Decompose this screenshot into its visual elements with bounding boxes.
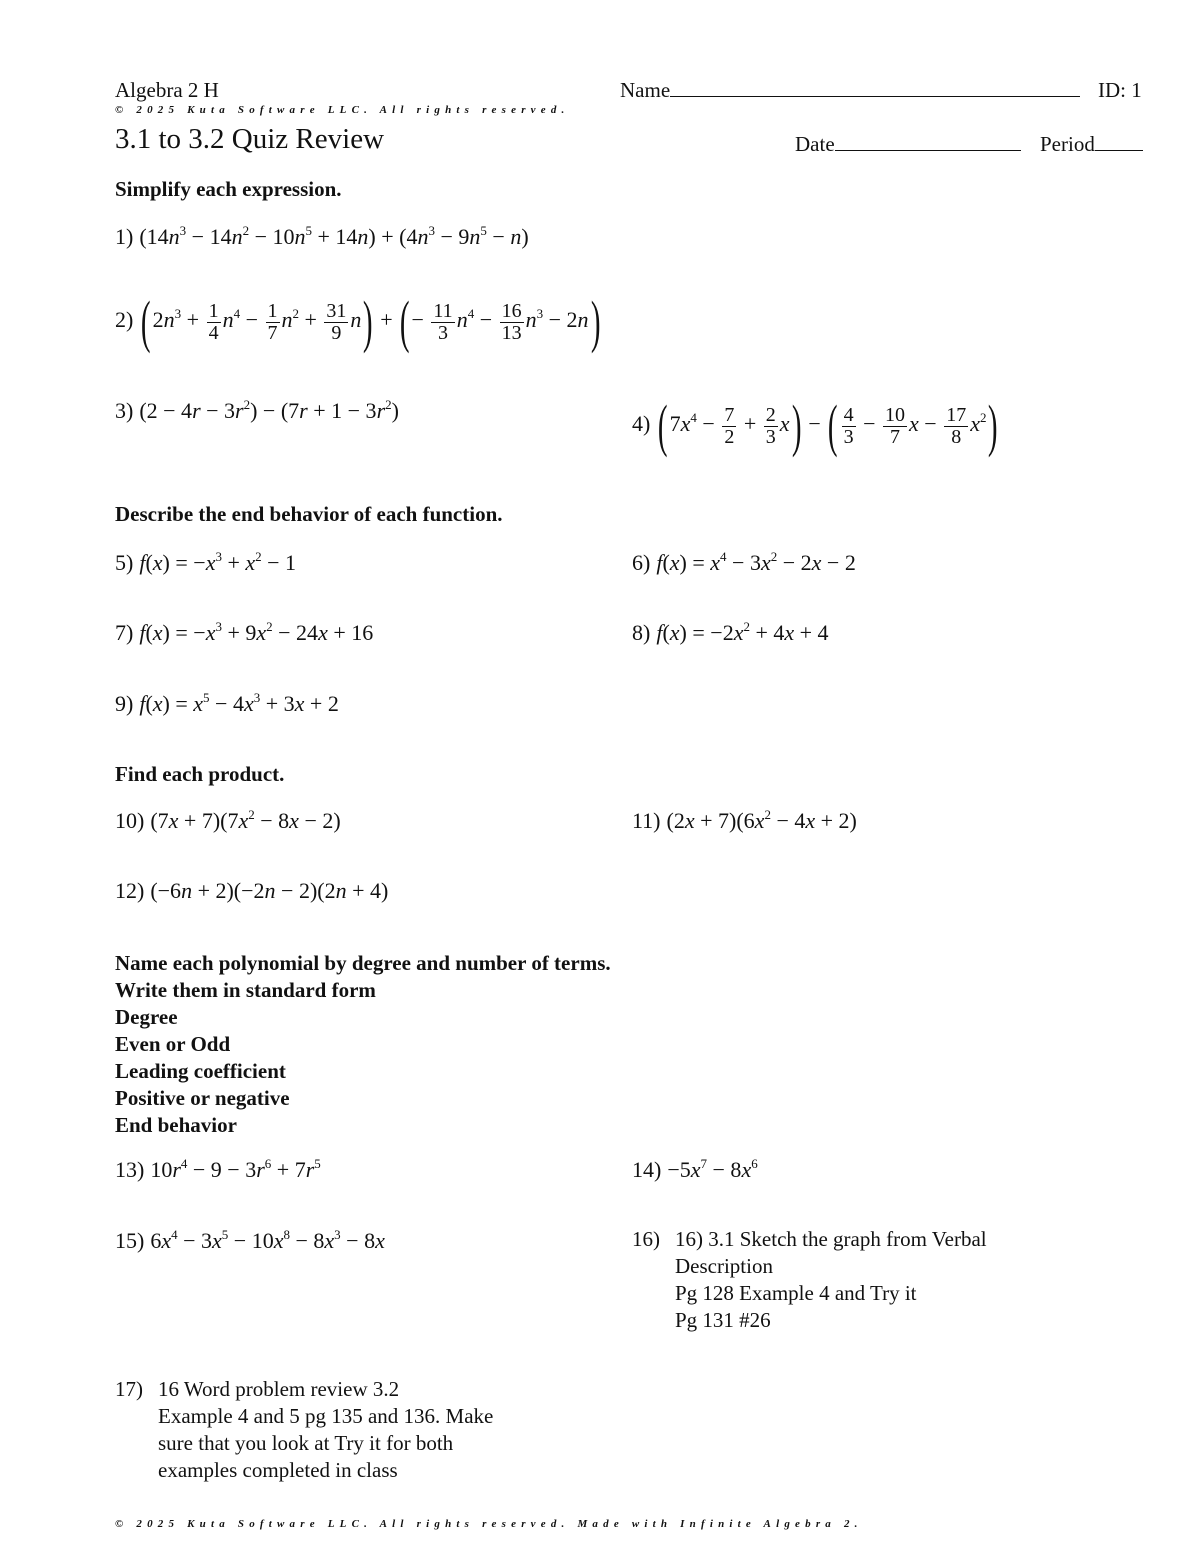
date-field[interactable] bbox=[795, 132, 1021, 157]
problem-15: 15) $6x^4 - 3x^5 - 10x^8 - 8x^3 - 8x$ bbox=[115, 1227, 385, 1253]
footer-copyright: © 2025 Kuta Software LLC. All rights reserved. Made with Infinite Algebra 2. bbox=[115, 1518, 863, 1530]
id-label: ID: 1 bbox=[1098, 78, 1142, 102]
problem-16-line: 16) 3.1 Sketch the graph from Verbal bbox=[675, 1227, 987, 1251]
problem-4: 4) ($7x^4$ − $\frac{7}{2}$ + $\frac{2}{3}$ x) − ( $\frac{4}{3}$ − $\frac{10}{7}$ x − $\frac{17}{8}$ $x^2$) bbox=[632, 393, 998, 458]
problem-8: 8) $f(x) = -2x^2 + 4x + 4$ bbox=[632, 619, 829, 645]
instruction-line: Even or Odd bbox=[115, 1032, 231, 1056]
problem-10: 10) $(7x + 7)(7x^2 - 8x - 2)$ bbox=[115, 807, 341, 833]
section-name-polynomial bbox=[115, 950, 611, 1139]
problem-number: 2) bbox=[115, 307, 134, 333]
problem-number: 17) bbox=[115, 1377, 143, 1401]
problem-17-line: 16 Word problem review 3.2 bbox=[158, 1377, 400, 1401]
problem-17 bbox=[115, 1376, 615, 1484]
problem-number: 10) bbox=[115, 808, 145, 833]
name-label: Name bbox=[620, 78, 671, 102]
date-label: Date bbox=[795, 132, 835, 156]
problem-number: 12) bbox=[115, 878, 145, 903]
instruction-line: Positive or negative bbox=[115, 1086, 290, 1110]
problem-14: $14) -5x^7 - 8x^6$ bbox=[632, 1156, 758, 1182]
problem-number: 1) bbox=[115, 224, 134, 249]
instruction-line: Write them in standard form bbox=[115, 978, 376, 1002]
period-blank bbox=[1095, 150, 1143, 151]
problem-17-line: examples completed in class bbox=[158, 1458, 398, 1482]
problem-12: 12) (−6n + 2)(−2n − 2)(2n + 4) bbox=[115, 878, 389, 903]
problem-1: 1) $(14n^3 - 14n^2 - 10n^5 + 14n) + (4n^3 - 9n^5 - n)$ bbox=[115, 223, 529, 249]
problem-16 bbox=[632, 1226, 1152, 1334]
date-blank bbox=[835, 150, 1021, 151]
problem-6: 6) $f(x) = x^4 - 3x^2 - 2x - 2$ bbox=[632, 549, 856, 575]
period-label: Period bbox=[1040, 132, 1095, 156]
problem-number: 6) bbox=[632, 550, 651, 575]
problem-11: 11) $(2x + 7)(6x^2 - 4x + 2)$ bbox=[632, 807, 857, 833]
section-product: Find each product. bbox=[115, 762, 285, 786]
problem-number: 15) bbox=[115, 1228, 145, 1253]
problem-17-line: sure that you look at Try it for both bbox=[158, 1431, 454, 1455]
section-simplify: Simplify each expression. bbox=[115, 177, 342, 201]
problem-7: 7) $f(x) = -x^3 + 9x^2 - 24x + 16$ bbox=[115, 619, 374, 645]
section-end-behavior: Describe the end behavior of each function. bbox=[115, 502, 503, 526]
name-blank bbox=[670, 96, 1080, 97]
problem-number: 8) bbox=[632, 620, 651, 645]
instruction-line: Degree bbox=[115, 1005, 178, 1029]
problem-17-line: Example 4 and 5 pg 135 and 136. Make bbox=[158, 1404, 494, 1428]
course-name: Algebra 2 H bbox=[115, 78, 219, 102]
problem-16-line: Pg 131 #26 bbox=[675, 1308, 771, 1332]
problem-3: 3) $(2 - 4r - 3r^2) - (7r + 1 - 3r^2)$ bbox=[115, 397, 399, 423]
problem-number: 16) bbox=[632, 1227, 660, 1251]
page-title: 3.1 to 3.2 Quiz Review bbox=[115, 123, 385, 155]
name-field[interactable] bbox=[620, 78, 1080, 103]
instruction-line: Name each polynomial by degree and number of terms. bbox=[115, 951, 611, 975]
period-field[interactable] bbox=[1040, 132, 1143, 157]
copyright-top: © 2025 Kuta Software LLC. All rights reserved. bbox=[115, 104, 570, 116]
problem-5: 5) $f(x) = -x^3 + x^2 - 1$ bbox=[115, 549, 297, 575]
problem-9: 9) $f(x) = x^5 - 4x^3 + 3x + 2$ bbox=[115, 690, 339, 716]
problem-16-line: Pg 128 Example 4 and Try it bbox=[675, 1281, 917, 1305]
problem-number: 13) bbox=[115, 1157, 145, 1182]
problem-number: 4) bbox=[632, 411, 651, 437]
problem-number: 3) bbox=[115, 398, 134, 423]
problem-number: 9) bbox=[115, 691, 134, 716]
instruction-line: End behavior bbox=[115, 1113, 237, 1137]
instruction-line: Leading coefficient bbox=[115, 1059, 286, 1083]
problem-number: 5) bbox=[115, 550, 134, 575]
problem-16-line: Description bbox=[675, 1254, 773, 1278]
problem-13: 13) $10r^4 - 9 - 3r^6 + 7r^5$ bbox=[115, 1156, 321, 1182]
problem-number: 14) bbox=[632, 1157, 662, 1182]
problem-number: 11) bbox=[632, 808, 661, 833]
problem-2: 2) ($2n^3$ + $\frac{1}{4}$ $n^4$ − $\frac{1}{7}$ $n^2$ + $\frac{31}{9}$ n) + (− $\frac{11}{3}$ $n^4$ − $\frac{16}{13}$ $n^3 - 2n$) bbox=[115, 289, 601, 354]
problem-number: 7) bbox=[115, 620, 134, 645]
